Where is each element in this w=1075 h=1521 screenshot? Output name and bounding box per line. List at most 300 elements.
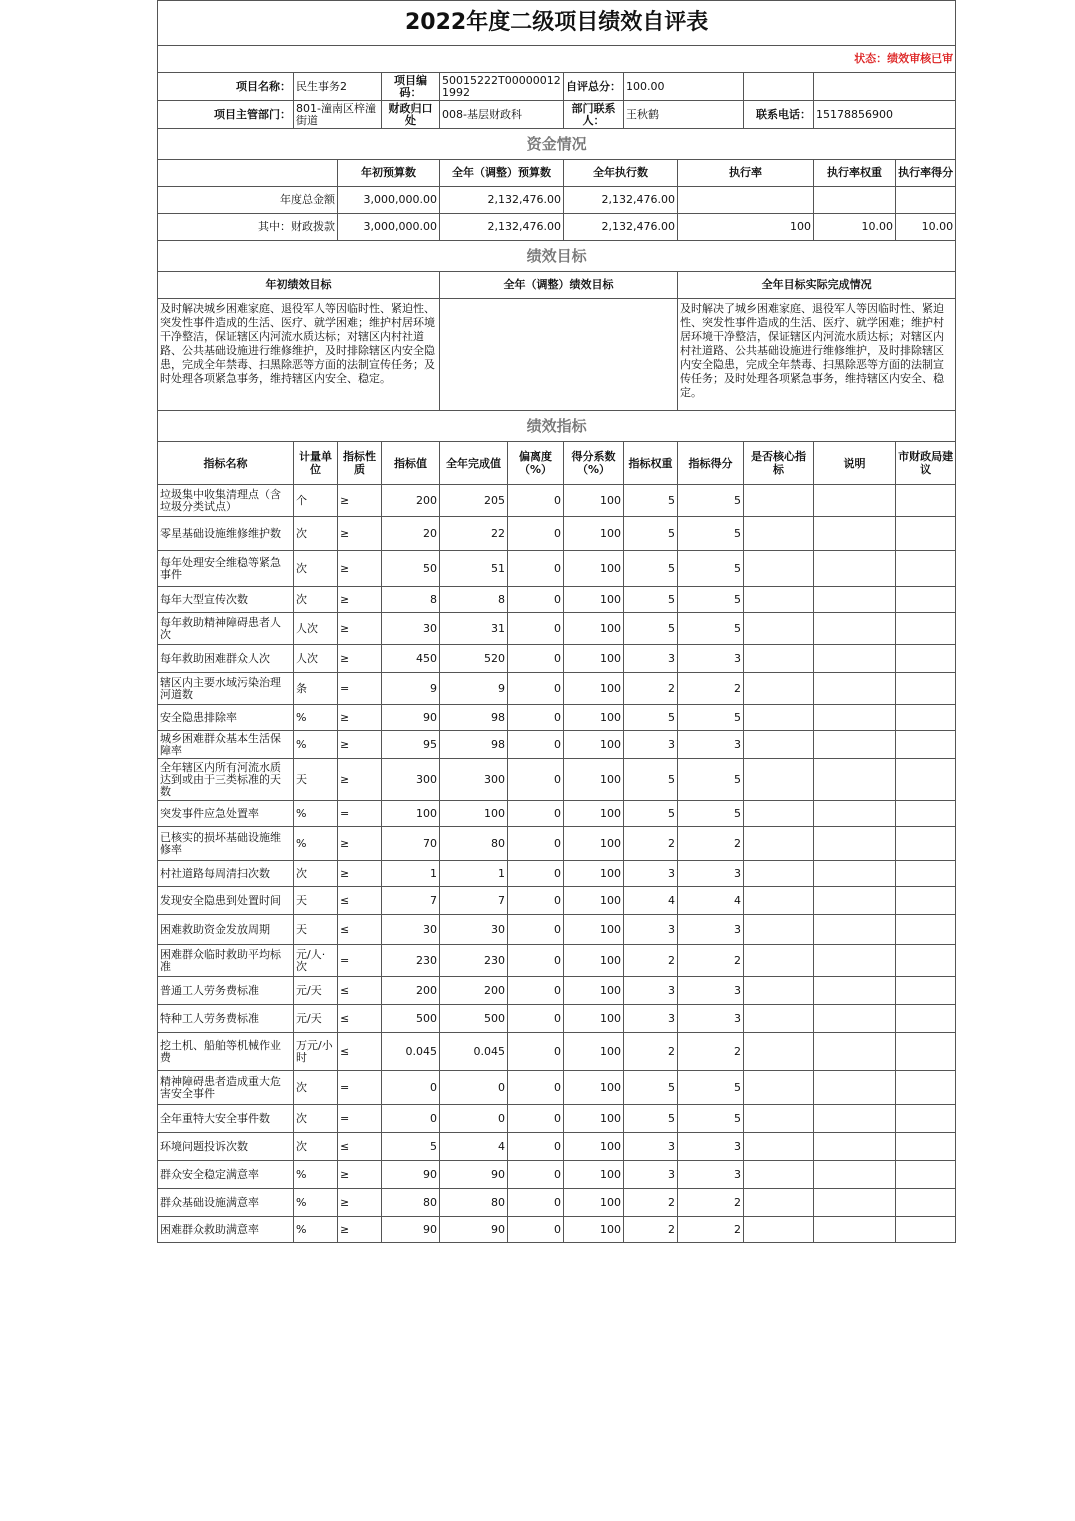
indicator-coef: 100	[564, 731, 624, 759]
indicator-name: 挖土机、船舶等机械作业费	[158, 1033, 294, 1071]
indicator-unit: %	[294, 827, 338, 861]
indicator-name: 困难救助资金发放周期	[158, 915, 294, 945]
indicator-weight: 5	[624, 1105, 678, 1133]
indicator-nature: ≤	[338, 977, 382, 1005]
indicator-target: 200	[382, 977, 440, 1005]
indicator-actual: 90	[440, 1161, 508, 1189]
indicator-deviation: 0	[508, 587, 564, 613]
indicator-core	[744, 705, 814, 731]
contact-label: 部门联系人：	[564, 101, 624, 129]
contact-value: 王秋鹤	[624, 101, 744, 129]
project-name-label: 项目名称：	[158, 73, 294, 101]
indicator-note	[814, 1133, 896, 1161]
indicator-advice	[896, 551, 956, 587]
indicator-actual: 205	[440, 485, 508, 517]
indicator-deviation: 0	[508, 1133, 564, 1161]
indicator-target: 90	[382, 1161, 440, 1189]
funds-header: 年初预算数	[338, 160, 440, 187]
score-label: 自评总分：	[564, 73, 624, 101]
funds-cell: 2,132,476.00	[440, 214, 564, 241]
table-row	[158, 1133, 956, 1161]
table-row	[158, 1161, 956, 1189]
indicator-advice	[896, 945, 956, 977]
indicator-note	[814, 1033, 896, 1071]
table-row	[158, 645, 956, 673]
indicator-deviation: 0	[508, 705, 564, 731]
indicator-score: 5	[678, 485, 744, 517]
indicator-deviation: 0	[508, 1217, 564, 1243]
table-row	[158, 1005, 956, 1033]
table-row	[158, 613, 956, 645]
table-row	[158, 827, 956, 861]
indicator-coef: 100	[564, 705, 624, 731]
indicator-name: 城乡困难群众基本生活保障率	[158, 731, 294, 759]
indicator-target: 5	[382, 1133, 440, 1161]
indicator-weight: 2	[624, 945, 678, 977]
indicator-note	[814, 1005, 896, 1033]
indicator-note	[814, 1161, 896, 1189]
indicator-unit: 元/天	[294, 1005, 338, 1033]
indicator-target: 0.045	[382, 1033, 440, 1071]
indicator-advice	[896, 587, 956, 613]
indicator-actual: 230	[440, 945, 508, 977]
indicator-deviation: 0	[508, 801, 564, 827]
indicator-advice	[896, 759, 956, 801]
finance-label: 财政归口处	[382, 101, 440, 129]
indicator-nature: =	[338, 945, 382, 977]
indicator-deviation: 0	[508, 945, 564, 977]
goals-header: 全年目标实际完成情况	[678, 272, 956, 299]
indicator-target: 1	[382, 861, 440, 887]
indicator-nature: ≤	[338, 1005, 382, 1033]
indicator-unit: 次	[294, 1133, 338, 1161]
indicator-unit: %	[294, 705, 338, 731]
indicator-score: 5	[678, 587, 744, 613]
indicator-score: 5	[678, 613, 744, 645]
indicator-header: 说明	[814, 442, 896, 485]
indicator-weight: 5	[624, 517, 678, 551]
indicator-actual: 7	[440, 887, 508, 915]
indicator-advice	[896, 1105, 956, 1133]
indicator-target: 95	[382, 731, 440, 759]
indicator-deviation: 0	[508, 887, 564, 915]
indicator-target: 30	[382, 915, 440, 945]
indicator-core	[744, 945, 814, 977]
indicator-unit: 万元/小时	[294, 1033, 338, 1071]
indicator-core	[744, 1189, 814, 1217]
indicator-note	[814, 945, 896, 977]
indicator-core	[744, 1161, 814, 1189]
funds-cell: 100	[678, 214, 814, 241]
initial-goal-text: 及时解决城乡困难家庭、退役军人等因临时性、紧迫性、突发性事件造成的生活、医疗、就学困难；维护村居环境干净整洁，保证辖区内河流水质达标；对辖区内村社道路、公共基础设施进行维修维护，及时排除辖区内安全隐患，完成全年禁毒、扫黑除恶等方面的法制宣传任务；及时处理各项紧急事务，维持辖区内安全、稳定。	[158, 299, 440, 411]
indicator-score: 2	[678, 827, 744, 861]
indicator-note	[814, 731, 896, 759]
indicator-note	[814, 613, 896, 645]
indicator-coef: 100	[564, 759, 624, 801]
indicator-target: 80	[382, 1189, 440, 1217]
indicator-actual: 200	[440, 977, 508, 1005]
indicator-name: 群众基础设施满意率	[158, 1189, 294, 1217]
indicator-core	[744, 551, 814, 587]
indicator-actual: 1	[440, 861, 508, 887]
indicator-name: 每年救助精神障碍患者人次	[158, 613, 294, 645]
indicator-actual: 90	[440, 1217, 508, 1243]
indicator-deviation: 0	[508, 915, 564, 945]
indicator-advice	[896, 613, 956, 645]
indicator-target: 8	[382, 587, 440, 613]
indicator-header: 计量单位	[294, 442, 338, 485]
indicator-coef: 100	[564, 945, 624, 977]
indicator-unit: %	[294, 731, 338, 759]
indicator-score: 2	[678, 1189, 744, 1217]
indicator-header: 是否核心指标	[744, 442, 814, 485]
indicator-unit: 天	[294, 915, 338, 945]
indicator-weight: 3	[624, 1005, 678, 1033]
indicator-deviation: 0	[508, 977, 564, 1005]
indicator-score: 3	[678, 1161, 744, 1189]
status-badge: 状态：绩效审核已审	[158, 46, 956, 73]
funds-cell: 10.00	[896, 214, 956, 241]
indicator-target: 0	[382, 1071, 440, 1105]
indicator-weight: 3	[624, 977, 678, 1005]
indicator-nature: ≥	[338, 1217, 382, 1243]
indicator-deviation: 0	[508, 1033, 564, 1071]
funds-header: 执行率权重	[814, 160, 896, 187]
indicator-name: 精神障碍患者造成重大危害安全事件	[158, 1071, 294, 1105]
indicator-note	[814, 645, 896, 673]
indicator-nature: ≤	[338, 915, 382, 945]
indicator-actual: 98	[440, 731, 508, 759]
indicator-note	[814, 915, 896, 945]
adjusted-goal-text	[440, 299, 678, 411]
table-row	[158, 485, 956, 517]
indicator-header: 指标得分	[678, 442, 744, 485]
indicator-note	[814, 673, 896, 705]
indicator-name: 突发事件应急处置率	[158, 801, 294, 827]
indicator-nature: ≥	[338, 485, 382, 517]
indicator-actual: 300	[440, 759, 508, 801]
indicator-actual: 9	[440, 673, 508, 705]
indicator-header: 市财政局建议	[896, 442, 956, 485]
indicator-core	[744, 673, 814, 705]
table-row	[158, 1217, 956, 1243]
indicator-unit: 元/天	[294, 977, 338, 1005]
indicator-score: 3	[678, 1005, 744, 1033]
indicator-name: 困难群众救助满意率	[158, 1217, 294, 1243]
dept-value: 801-潼南区梓潼街道	[294, 101, 382, 129]
indicator-name: 零星基础设施维修维护数	[158, 517, 294, 551]
indicator-advice	[896, 915, 956, 945]
table-row	[158, 587, 956, 613]
indicator-weight: 2	[624, 1033, 678, 1071]
indicator-score: 3	[678, 915, 744, 945]
indicator-target: 7	[382, 887, 440, 915]
funds-cell: 3,000,000.00	[338, 187, 440, 214]
indicator-score: 5	[678, 1071, 744, 1105]
indicator-note	[814, 1071, 896, 1105]
indicator-score: 2	[678, 1217, 744, 1243]
indicator-target: 100	[382, 801, 440, 827]
indicator-note	[814, 887, 896, 915]
indicator-header: 指标值	[382, 442, 440, 485]
funds-row-label: 年度总金额	[158, 187, 338, 214]
indicator-weight: 5	[624, 485, 678, 517]
indicator-target: 450	[382, 645, 440, 673]
indicator-deviation: 0	[508, 517, 564, 551]
indicator-advice	[896, 645, 956, 673]
indicator-nature: ≥	[338, 551, 382, 587]
indicator-deviation: 0	[508, 551, 564, 587]
indicator-weight: 5	[624, 705, 678, 731]
indicator-coef: 100	[564, 801, 624, 827]
table-row	[158, 945, 956, 977]
indicator-target: 9	[382, 673, 440, 705]
indicator-weight: 5	[624, 613, 678, 645]
indicator-deviation: 0	[508, 613, 564, 645]
funds-row-label: 其中：财政拨款	[158, 214, 338, 241]
indicator-advice	[896, 887, 956, 915]
goals-header: 年初绩效目标	[158, 272, 440, 299]
indicator-advice	[896, 827, 956, 861]
indicator-score: 5	[678, 1105, 744, 1133]
goals-header-row	[158, 272, 956, 299]
indicator-header: 偏离度（%）	[508, 442, 564, 485]
indicator-core	[744, 1105, 814, 1133]
indicator-weight: 3	[624, 861, 678, 887]
indicator-name: 全年重特大安全事件数	[158, 1105, 294, 1133]
score-value: 100.00	[624, 73, 744, 101]
indicator-advice	[896, 1005, 956, 1033]
indicator-nature: ≥	[338, 827, 382, 861]
indicator-target: 230	[382, 945, 440, 977]
indicator-coef: 100	[564, 1189, 624, 1217]
goals-section-title: 绩效目标	[158, 241, 956, 272]
indicator-name: 普通工人劳务费标准	[158, 977, 294, 1005]
dept-label: 项目主管部门：	[158, 101, 294, 129]
indicator-core	[744, 1033, 814, 1071]
indicator-deviation: 0	[508, 731, 564, 759]
indicator-name: 垃圾集中收集清理点（含垃圾分类试点）	[158, 485, 294, 517]
indicator-unit: 个	[294, 485, 338, 517]
indicator-actual: 4	[440, 1133, 508, 1161]
indicator-core	[744, 759, 814, 801]
indicator-advice	[896, 1189, 956, 1217]
indicator-target: 200	[382, 485, 440, 517]
indicator-actual: 0.045	[440, 1033, 508, 1071]
indicator-coef: 100	[564, 1217, 624, 1243]
indicator-coef: 100	[564, 1005, 624, 1033]
indicator-header: 全年完成值	[440, 442, 508, 485]
goals-header: 全年（调整）绩效目标	[440, 272, 678, 299]
funds-header: 全年执行数	[564, 160, 678, 187]
indicator-score: 2	[678, 673, 744, 705]
indicator-nature: ≥	[338, 517, 382, 551]
indicator-deviation: 0	[508, 827, 564, 861]
table-row	[158, 1033, 956, 1071]
indicator-note	[814, 705, 896, 731]
indicator-core	[744, 977, 814, 1005]
indicator-coef: 100	[564, 517, 624, 551]
indicator-name: 每年救助困难群众人次	[158, 645, 294, 673]
indicator-core	[744, 827, 814, 861]
indicator-unit: 次	[294, 587, 338, 613]
indicator-weight: 2	[624, 1217, 678, 1243]
indicator-actual: 0	[440, 1071, 508, 1105]
indicator-coef: 100	[564, 1033, 624, 1071]
indicator-unit: 次	[294, 1105, 338, 1133]
indicator-deviation: 0	[508, 1071, 564, 1105]
indicator-score: 5	[678, 705, 744, 731]
table-row	[158, 731, 956, 759]
indicators-section-title: 绩效指标	[158, 411, 956, 442]
indicator-core	[744, 1133, 814, 1161]
indicator-deviation: 0	[508, 759, 564, 801]
indicator-score: 3	[678, 977, 744, 1005]
indicator-deviation: 0	[508, 645, 564, 673]
indicator-unit: 次	[294, 517, 338, 551]
indicator-target: 500	[382, 1005, 440, 1033]
indicator-nature: ≥	[338, 587, 382, 613]
indicator-weight: 5	[624, 801, 678, 827]
indicator-deviation: 0	[508, 485, 564, 517]
evaluation-table	[157, 0, 956, 1243]
indicator-name: 安全隐患排除率	[158, 705, 294, 731]
indicator-unit: 条	[294, 673, 338, 705]
indicator-note	[814, 517, 896, 551]
table-row	[158, 801, 956, 827]
indicator-core	[744, 731, 814, 759]
indicator-weight: 3	[624, 1133, 678, 1161]
indicator-core	[744, 645, 814, 673]
indicator-deviation: 0	[508, 673, 564, 705]
funds-cell	[678, 187, 814, 214]
indicator-nature: ≥	[338, 705, 382, 731]
table-row	[158, 861, 956, 887]
indicator-coef: 100	[564, 1133, 624, 1161]
indicator-score: 5	[678, 801, 744, 827]
indicator-weight: 2	[624, 673, 678, 705]
indicator-nature: ≥	[338, 1161, 382, 1189]
indicator-nature: ≥	[338, 759, 382, 801]
indicator-weight: 3	[624, 1161, 678, 1189]
indicator-target: 90	[382, 1217, 440, 1243]
indicator-core	[744, 861, 814, 887]
indicator-advice	[896, 485, 956, 517]
indicator-deviation: 0	[508, 1189, 564, 1217]
indicator-weight: 2	[624, 827, 678, 861]
phone-value: 15178856900	[814, 101, 956, 129]
table-row	[158, 977, 956, 1005]
funds-cell	[814, 187, 896, 214]
indicator-name: 全年辖区内所有河流水质达到或由于三类标准的天数	[158, 759, 294, 801]
indicator-coef: 100	[564, 673, 624, 705]
indicator-nature: ≥	[338, 731, 382, 759]
indicator-core	[744, 613, 814, 645]
indicator-unit: 次	[294, 551, 338, 587]
indicator-advice	[896, 1133, 956, 1161]
indicator-unit: %	[294, 1161, 338, 1189]
indicator-name: 发现安全隐患到处置时间	[158, 887, 294, 915]
indicator-weight: 4	[624, 887, 678, 915]
indicator-coef: 100	[564, 887, 624, 915]
info-row-1	[158, 73, 956, 101]
funds-cell: 2,132,476.00	[440, 187, 564, 214]
indicator-advice	[896, 1161, 956, 1189]
indicator-actual: 98	[440, 705, 508, 731]
table-row	[158, 517, 956, 551]
indicator-note	[814, 1189, 896, 1217]
table-row	[158, 673, 956, 705]
indicator-name: 特种工人劳务费标准	[158, 1005, 294, 1033]
indicator-deviation: 0	[508, 1161, 564, 1189]
indicator-weight: 5	[624, 587, 678, 613]
indicator-note	[814, 977, 896, 1005]
funds-cell: 10.00	[814, 214, 896, 241]
indicator-score: 3	[678, 1133, 744, 1161]
indicator-nature: ≥	[338, 645, 382, 673]
table-row	[158, 1105, 956, 1133]
indicator-score: 2	[678, 945, 744, 977]
indicator-target: 50	[382, 551, 440, 587]
info-empty-1	[744, 73, 814, 101]
indicator-target: 90	[382, 705, 440, 731]
project-code-label: 项目编码：	[382, 73, 440, 101]
funds-cell: 2,132,476.00	[564, 214, 678, 241]
info-empty-2	[814, 73, 956, 101]
indicator-coef: 100	[564, 587, 624, 613]
indicator-target: 300	[382, 759, 440, 801]
indicator-core	[744, 1005, 814, 1033]
indicator-actual: 8	[440, 587, 508, 613]
indicator-actual: 500	[440, 1005, 508, 1033]
page-title: 2022年度二级项目绩效自评表	[158, 1, 956, 46]
indicator-name: 每年大型宣传次数	[158, 587, 294, 613]
indicator-header: 指标性质	[338, 442, 382, 485]
indicator-core	[744, 1071, 814, 1105]
project-code-value: 50015222T000000121992	[440, 73, 564, 101]
indicator-weight: 3	[624, 915, 678, 945]
funds-header: 执行率	[678, 160, 814, 187]
indicator-nature: ≥	[338, 1189, 382, 1217]
indicator-score: 3	[678, 731, 744, 759]
table-row	[158, 551, 956, 587]
indicator-target: 70	[382, 827, 440, 861]
indicator-note	[814, 759, 896, 801]
goals-row	[158, 299, 956, 411]
indicator-unit: 人次	[294, 645, 338, 673]
indicator-core	[744, 887, 814, 915]
indicator-note	[814, 861, 896, 887]
indicator-weight: 5	[624, 551, 678, 587]
indicator-score: 5	[678, 551, 744, 587]
indicator-actual: 22	[440, 517, 508, 551]
indicator-name: 村社道路每周清扫次数	[158, 861, 294, 887]
indicator-target: 20	[382, 517, 440, 551]
indicator-note	[814, 1217, 896, 1243]
indicator-coef: 100	[564, 551, 624, 587]
evaluation-sheet	[157, 0, 955, 1243]
indicator-core	[744, 1217, 814, 1243]
indicator-coef: 100	[564, 861, 624, 887]
indicator-target: 0	[382, 1105, 440, 1133]
indicator-advice	[896, 517, 956, 551]
indicator-deviation: 0	[508, 1005, 564, 1033]
indicator-unit: %	[294, 1217, 338, 1243]
indicator-score: 2	[678, 1033, 744, 1071]
indicator-core	[744, 485, 814, 517]
indicator-advice	[896, 673, 956, 705]
table-row	[158, 1189, 956, 1217]
